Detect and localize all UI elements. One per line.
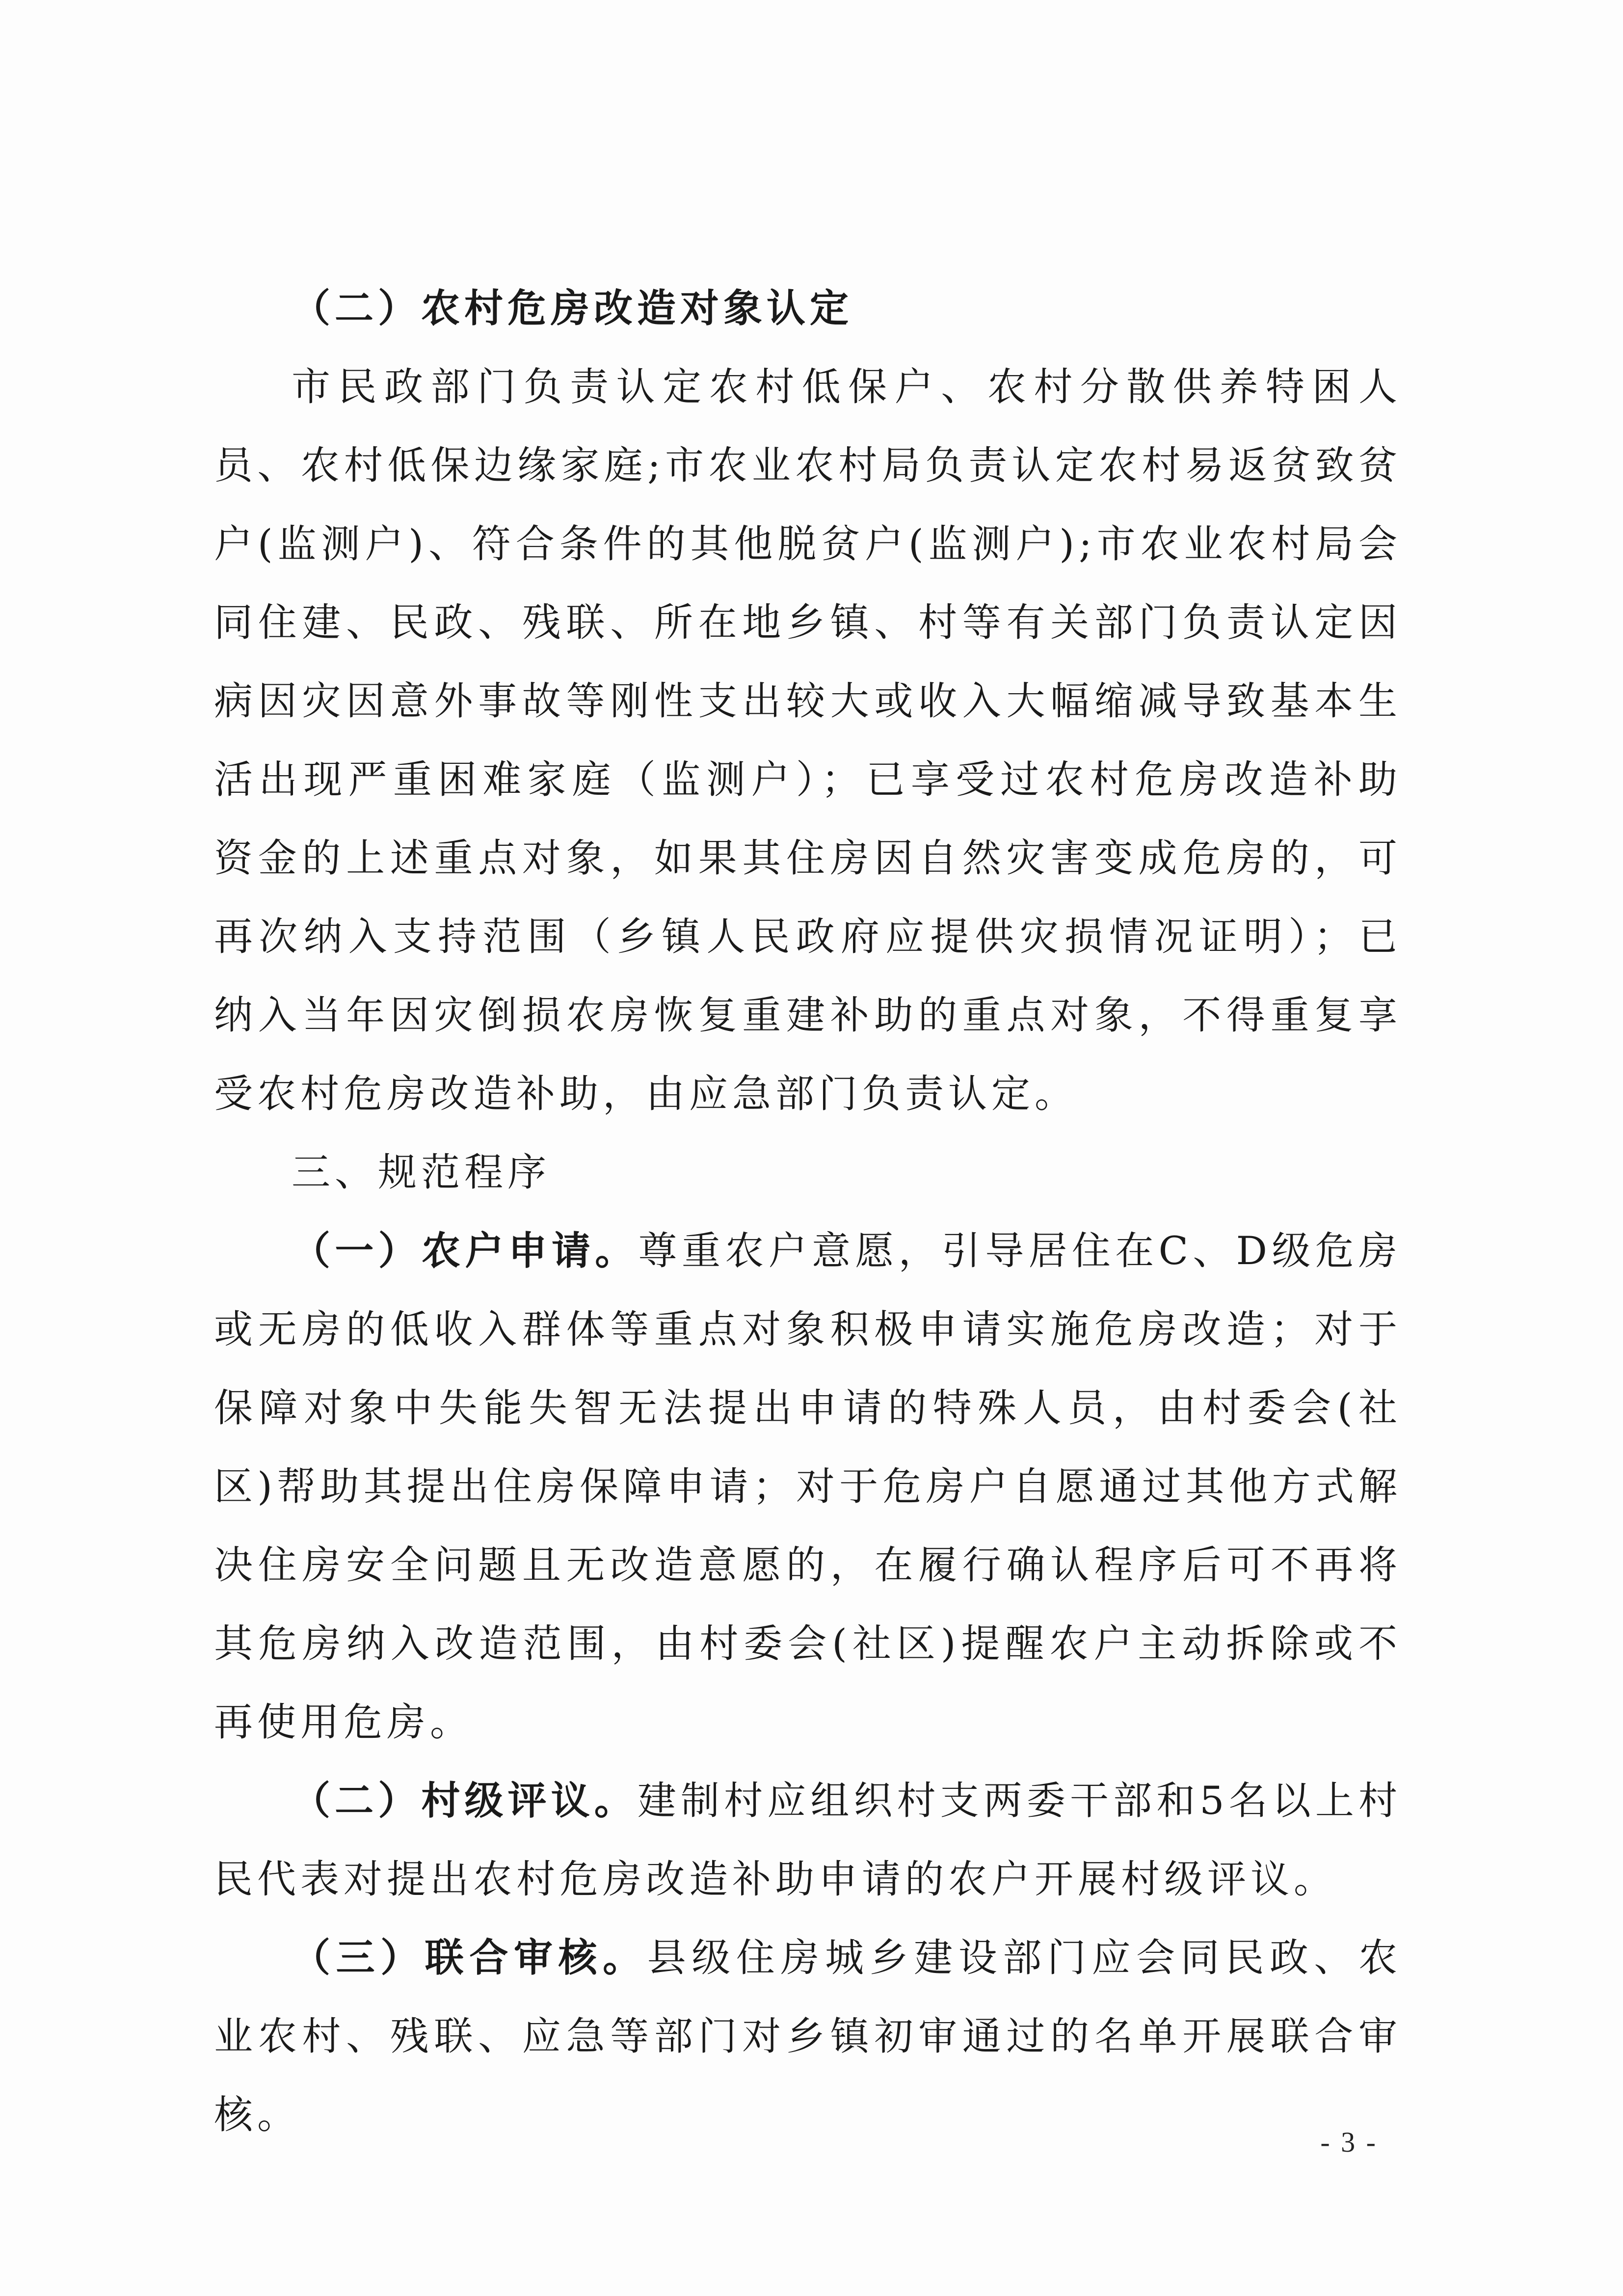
item-2-body: 建制村应组织村支两委干部和5名以上村民代表对提出农村危房改造补助申请的农户开展村级评议。 xyxy=(214,1778,1402,1902)
item-3-body: 县级住房城乡建设部门应会同民政、农业农村、残联、应急等部门对乡镇初审通过的名单开展联合审核。 xyxy=(214,1935,1402,2137)
item-2-paragraph xyxy=(214,1761,1402,1918)
page-number: - 3 - xyxy=(1320,2126,1378,2158)
item-1-body: 尊重农户意愿，引导居住在C、D级危房或无房的低收入群体等重点对象积极申请实施危房改造；对于保障对象中失能失智无法提出申请的特殊人员，由村委会(社区)帮助其提出住房保障申请；对于危房户自愿通过其他方式解决住房安全问题且无改造意愿的，在履行确认程序后可不再将其危房纳入改造范围，由村委会(社区)提醒农户主动拆除或不再使用危房。 xyxy=(214,1228,1402,1745)
item-3-paragraph xyxy=(214,1918,1402,2154)
item-1-paragraph xyxy=(214,1212,1402,1761)
section-2-body: 市民政部门负责认定农村低保户、农村分散供养特困人员、农村低保边缘家庭;市农业农村局负责认定农村易返贫致贫户(监测户)、符合条件的其他脱贫户(监测户);市农业农村局会同住建、民政、残联、所在地乡镇、村等有关部门负责认定因病因灾因意外事故等刚性支出较大或收入大幅缩减导致基本生活出现严重困难家庭（监测户）；已享受过农村危房改造补助资金的上述重点对象，如果其住房因自然灾害变成危房的，可再次纳入支持范围（乡镇人民政府应提供灾损情况证明）；已纳入当年因灾倒损农房恢复重建补助的重点对象，不得重复享受农村危房改造补助，由应急部门负责认定。 xyxy=(214,364,1402,1116)
section-3-heading: 三、规范程序 xyxy=(292,1150,551,1195)
item-3-title: （三）联合审核。 xyxy=(292,1935,647,1980)
item-1-title: （一）农户申请。 xyxy=(292,1228,639,1273)
section-2-heading: （二）农村危房改造对象认定 xyxy=(292,285,853,331)
item-2-title: （二）村级评议。 xyxy=(292,1778,638,1823)
document-body xyxy=(214,269,1402,2154)
